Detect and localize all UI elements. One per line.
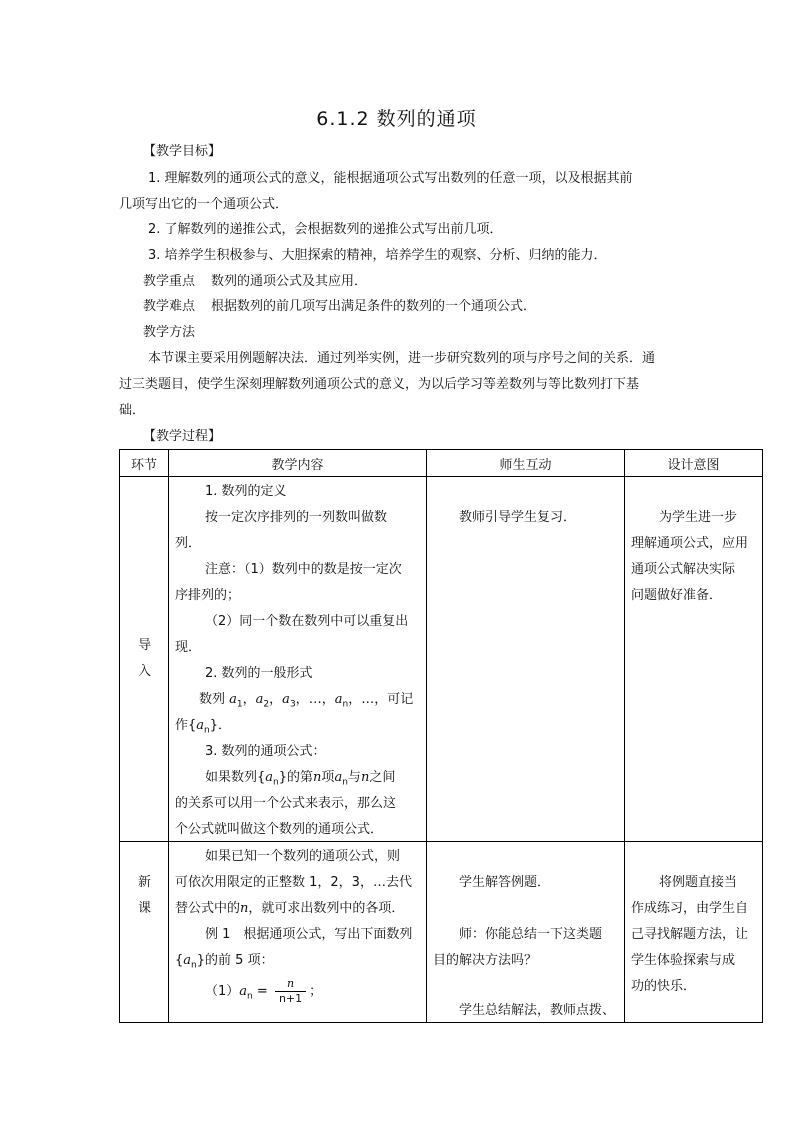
header-stage: 环节 [120, 450, 169, 477]
intent-line: 为学生进一步 [659, 510, 738, 525]
intent-line: 学生体验探索与成 [631, 953, 736, 968]
interaction-line: 教师引导学生复习． [459, 510, 577, 525]
content-line: 按一定次序排列的一列数叫做数 [205, 510, 388, 525]
interaction-line: 学生总结解法，教师点拨、 [459, 1003, 616, 1018]
content-line: 例 1 根据通项公式，写出下面数列 [205, 927, 413, 942]
intent-cell-intro [625, 477, 763, 842]
content-line: （2）同一个数在数列中可以重复出 [205, 614, 409, 629]
content-line: 2. 数列的一般形式 [205, 666, 313, 681]
table-row [120, 842, 763, 1023]
header-content: 教学内容 [169, 450, 427, 477]
intent-line: 将例题直接当 [659, 875, 738, 890]
stage-new-char-1: 新 [138, 875, 152, 890]
process-heading: 【教学过程】 [143, 429, 222, 444]
stage-cell-new [120, 842, 169, 1023]
method-line-2: 过三类题目，使学生深刻理解数列通项公式的意义，为以后学习等差数列与等比数列打下基 [119, 377, 640, 392]
goal-3: 3. 培养学生积极参与、大胆探索的精神，培养学生的观察、分析、归纳的能力． [148, 248, 607, 263]
goal-2: 2. 了解数列的递推公式，会根据数列的递推公式写出前几项． [148, 222, 503, 237]
difficulty-text: 根据数列的前几项写出满足条件的数列的一个通项公式． [211, 299, 537, 314]
content-line: 序排列的； [175, 588, 241, 603]
content-cell-intro [169, 477, 427, 842]
fraction: $\frac{n}{n+1}$ [275, 977, 306, 1006]
interaction-line: 目的解决方法吗？ [433, 953, 538, 968]
method-label: 教学方法 [143, 325, 196, 340]
intent-line: 作成练习，由学生自 [631, 901, 749, 916]
key-point-label: 教学重点 [143, 274, 196, 289]
table-header-row [120, 450, 763, 477]
key-point-text: 数列的通项公式及其应用． [211, 274, 368, 289]
content-line: 如果已知一个数列的通项公式，则 [205, 849, 401, 864]
intent-line: 通项公式解决实际 [631, 562, 736, 577]
interaction-cell-intro [427, 477, 625, 842]
stage-intro-char-2: 入 [138, 664, 152, 679]
content-line: $\{a_n\}$的前 5 项： [175, 953, 274, 971]
content-line: 替公式中的n，就可求出数列中的各项． [175, 901, 405, 916]
stage-intro-char-1: 导 [138, 638, 152, 653]
goal-1: 1. 理解数列的通项公式的意义，能根据通项公式写出数列的任意一项，以及根据其前 [148, 171, 633, 186]
interaction-line: 师：你能总结一下这类题 [459, 927, 603, 942]
content-line-sequence: 数列 $a_1$，$a_2$，$a_3$，…，$a_n$，…，可记 [199, 692, 414, 710]
page-title: 6.1.2 数列的通项 [316, 108, 477, 130]
method-line-3: 础． [119, 403, 146, 418]
stage-cell-intro [120, 477, 169, 842]
content-line: 个公式就叫做这个数列的通项公式． [175, 822, 384, 837]
content-line: 可依次用限定的正整数 1，2，3，…去代 [175, 875, 412, 890]
content-cell-new [169, 842, 427, 1023]
header-intent: 设计意图 [625, 450, 763, 477]
content-line: 作$\{a_n\}$． [175, 718, 232, 736]
goal-1-cont: 几项写出它的一个通项公式． [119, 197, 289, 212]
header-interaction: 师生互动 [427, 450, 625, 477]
content-formula: $(1)a_n$ = $\frac{n}{n+1}$ ； [205, 977, 323, 1005]
content-line: 列． [175, 536, 202, 551]
intent-line: 问题做好准备． [631, 588, 723, 603]
interaction-line: 学生解答例题． [459, 875, 551, 890]
process-table [119, 449, 763, 1023]
stage-new-char-2: 课 [138, 901, 152, 916]
content-line: 注意：（1）数列中的数是按一定次 [205, 562, 402, 577]
content-line: 如果数列$\{a_n\}$的第n项$a_n$与n之间 [205, 770, 396, 788]
intent-cell-new [625, 842, 763, 1023]
goals-heading: 【教学目标】 [143, 144, 222, 159]
content-line: 的关系可以用一个公式来表示，那么这 [175, 796, 397, 811]
difficulty-label: 教学难点 [143, 299, 196, 314]
content-line: 3. 数列的通项公式： [205, 744, 326, 759]
intent-line: 己寻找解题方法，让 [631, 927, 749, 942]
table-row [120, 477, 763, 842]
intent-line: 功的快乐． [631, 979, 697, 994]
intent-line: 理解通项公式，应用 [631, 536, 749, 551]
method-line-1: 本节课主要采用例题解决法．通过列举实例，进一步研究数列的项与序号之间的关系．通 [148, 351, 656, 366]
content-line: 1. 数列的定义 [205, 484, 287, 499]
content-line: 现． [175, 640, 202, 655]
interaction-cell-new [427, 842, 625, 1023]
